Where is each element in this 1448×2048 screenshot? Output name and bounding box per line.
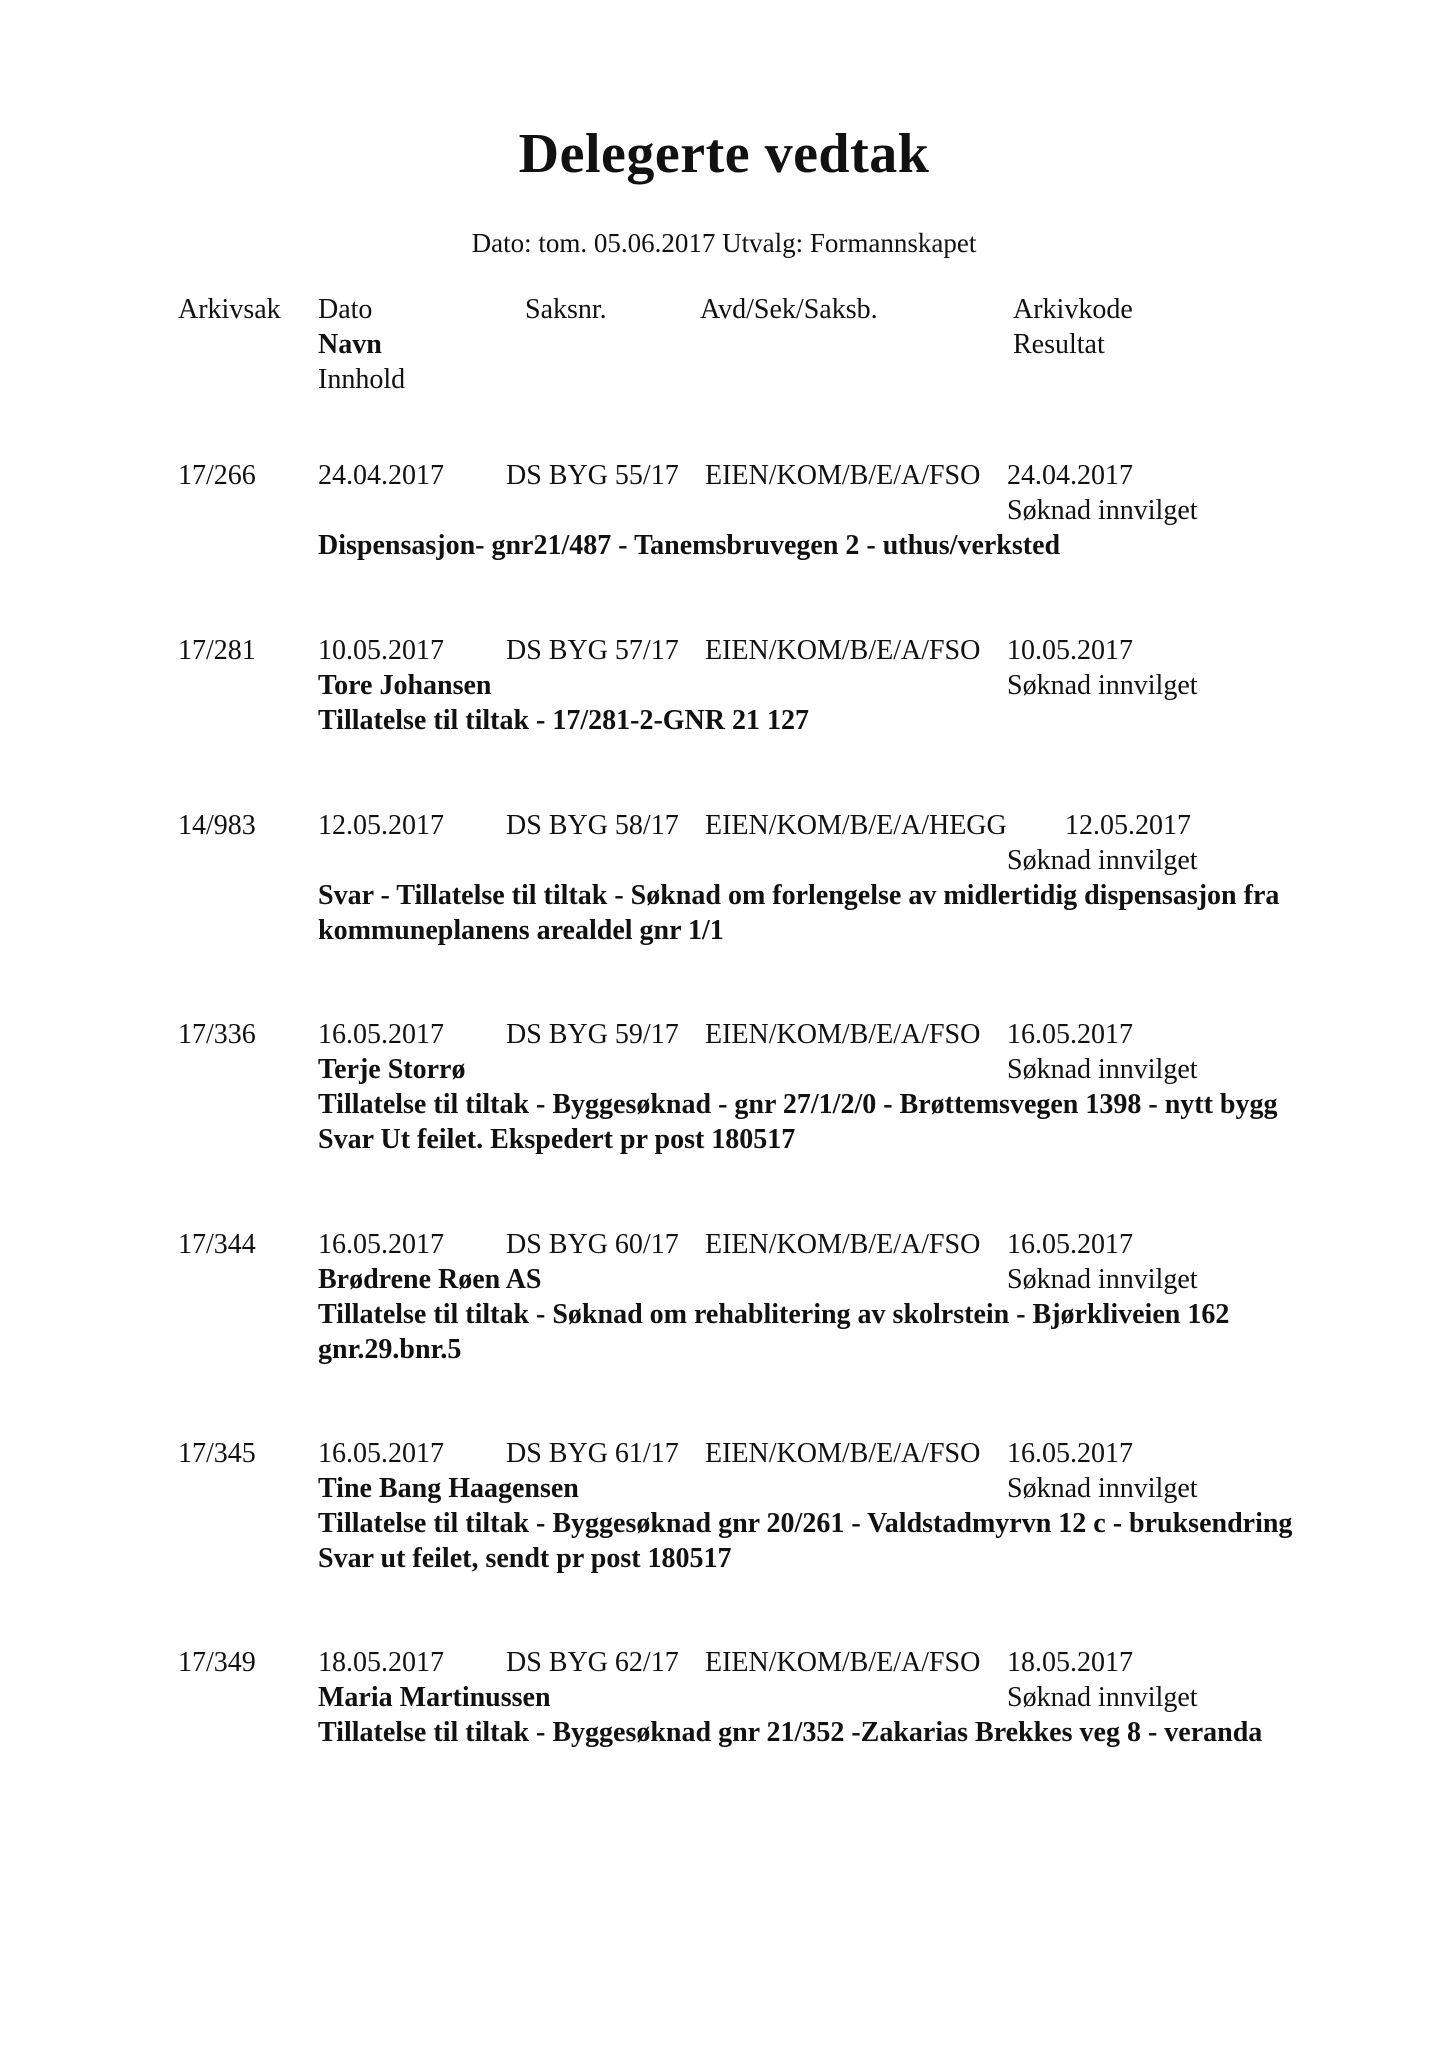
entry-arkivsak: 17/345 — [178, 1438, 256, 1469]
entry-innhold: Svar - Tillatelse til tiltak - Søknad om forlengelse av midlertidig dispensasjon fra kommuneplanens arealdel gnr 1/1 — [318, 880, 1280, 946]
entry-navn: Brødrene Røen AS — [318, 1264, 542, 1295]
entry-innhold: Tillatelse til tiltak - Byggesøknad gnr 21/352 -Zakarias Brekkes veg 8 - veranda — [318, 1717, 1263, 1748]
entry-dato: 16.05.2017 — [318, 1229, 444, 1260]
entry-avd: EIEN/KOM/B/E/A/FSO — [705, 460, 981, 491]
header-innhold: Innhold — [318, 364, 406, 395]
entry-arkivsak: 17/336 — [178, 1019, 256, 1050]
entry-dato: 10.05.2017 — [318, 635, 444, 666]
header-arkivsak: Arkivsak — [178, 294, 281, 325]
entry-saksnr: DS BYG 61/17 — [506, 1438, 679, 1469]
entry-innhold: Dispensasjon- gnr21/487 - Tanemsbruvegen 2 - uthus/verksted — [318, 530, 1061, 561]
list-item — [0, 1227, 1448, 1387]
list-item — [0, 458, 1448, 618]
entry-saksnr: DS BYG 57/17 — [506, 635, 679, 666]
entry-navn: Tore Johansen — [318, 670, 492, 701]
entry-navn: Tine Bang Haagensen — [318, 1473, 579, 1504]
header-resultat: Resultat — [1013, 329, 1105, 360]
entry-dato: 16.05.2017 — [318, 1019, 444, 1050]
entry-arkivkode: 10.05.2017 — [1007, 635, 1133, 666]
entry-arkivsak: 17/266 — [178, 460, 256, 491]
header-dato: Dato — [318, 294, 373, 325]
entry-arkivsak: 17/349 — [178, 1647, 256, 1678]
entry-saksnr: DS BYG 55/17 — [506, 460, 679, 491]
entry-innhold: Tillatelse til tiltak - 17/281-2-GNR 21 127 — [318, 705, 809, 736]
entry-resultat: Søknad innvilget — [1007, 495, 1198, 526]
entry-saksnr: DS BYG 60/17 — [506, 1229, 679, 1260]
entry-innhold: Tillatelse til tiltak - Søknad om rehablitering av skolrstein - Bjørkliveien 162 gnr.29.bnr.5 — [318, 1299, 1230, 1365]
entry-resultat: Søknad innvilget — [1007, 1264, 1198, 1295]
entry-navn: Terje Storrø — [318, 1054, 466, 1085]
entry-arkivkode: 16.05.2017 — [1007, 1019, 1133, 1050]
entry-saksnr: DS BYG 62/17 — [506, 1647, 679, 1678]
entry-arkivsak: 14/983 — [178, 810, 256, 841]
page-title: Delegerte vedtak — [518, 123, 930, 185]
entry-arkivkode: 12.05.2017 — [1065, 810, 1191, 841]
entry-resultat: Søknad innvilget — [1007, 1054, 1198, 1085]
entry-saksnr: DS BYG 58/17 — [506, 810, 679, 841]
entry-arkivkode: 16.05.2017 — [1007, 1438, 1133, 1469]
entry-resultat: Søknad innvilget — [1007, 845, 1198, 876]
entry-avd: EIEN/KOM/B/E/A/FSO — [705, 1438, 981, 1469]
list-item — [0, 1017, 1448, 1177]
list-item — [0, 808, 1448, 968]
entry-innhold: Tillatelse til tiltak - Byggesøknad - gnr 27/1/2/0 - Brøttemsvegen 1398 - nytt bygg Svar Ut feilet. Ekspedert pr post 180517 — [318, 1089, 1278, 1155]
entry-saksnr: DS BYG 59/17 — [506, 1019, 679, 1050]
entry-arkivkode: 16.05.2017 — [1007, 1229, 1133, 1260]
entry-arkivkode: 24.04.2017 — [1007, 460, 1133, 491]
entry-avd: EIEN/KOM/B/E/A/HEGG — [705, 810, 1007, 841]
entry-avd: EIEN/KOM/B/E/A/FSO — [705, 1229, 981, 1260]
entry-arkivsak: 17/281 — [178, 635, 256, 666]
entry-dato: 18.05.2017 — [318, 1647, 444, 1678]
entry-avd: EIEN/KOM/B/E/A/FSO — [705, 1647, 981, 1678]
header-arkivkode: Arkivkode — [1013, 294, 1133, 325]
entry-dato: 12.05.2017 — [318, 810, 444, 841]
entry-avd: EIEN/KOM/B/E/A/FSO — [705, 1019, 981, 1050]
entry-navn: Maria Martinussen — [318, 1682, 551, 1713]
header-navn: Navn — [318, 329, 382, 360]
entry-dato: 24.04.2017 — [318, 460, 444, 491]
entry-innhold: Tillatelse til tiltak - Byggesøknad gnr 20/261 - Valdstadmyrvn 12 c - bruksendring Svar ut feilet, sendt pr post 180517 — [318, 1508, 1293, 1574]
entry-arkivsak: 17/344 — [178, 1229, 256, 1260]
page-subtitle: Dato: tom. 05.06.2017 Utvalg: Formannskapet — [471, 228, 977, 258]
entry-resultat: Søknad innvilget — [1007, 1682, 1198, 1713]
list-item — [0, 1436, 1448, 1596]
list-item — [0, 1645, 1448, 1805]
header-avd: Avd/Sek/Saksb. — [700, 294, 878, 325]
entry-resultat: Søknad innvilget — [1007, 670, 1198, 701]
entry-arkivkode: 18.05.2017 — [1007, 1647, 1133, 1678]
entry-resultat: Søknad innvilget — [1007, 1473, 1198, 1504]
header-saksnr: Saksnr. — [525, 294, 607, 325]
entry-avd: EIEN/KOM/B/E/A/FSO — [705, 635, 981, 666]
list-item — [0, 633, 1448, 793]
entry-dato: 16.05.2017 — [318, 1438, 444, 1469]
